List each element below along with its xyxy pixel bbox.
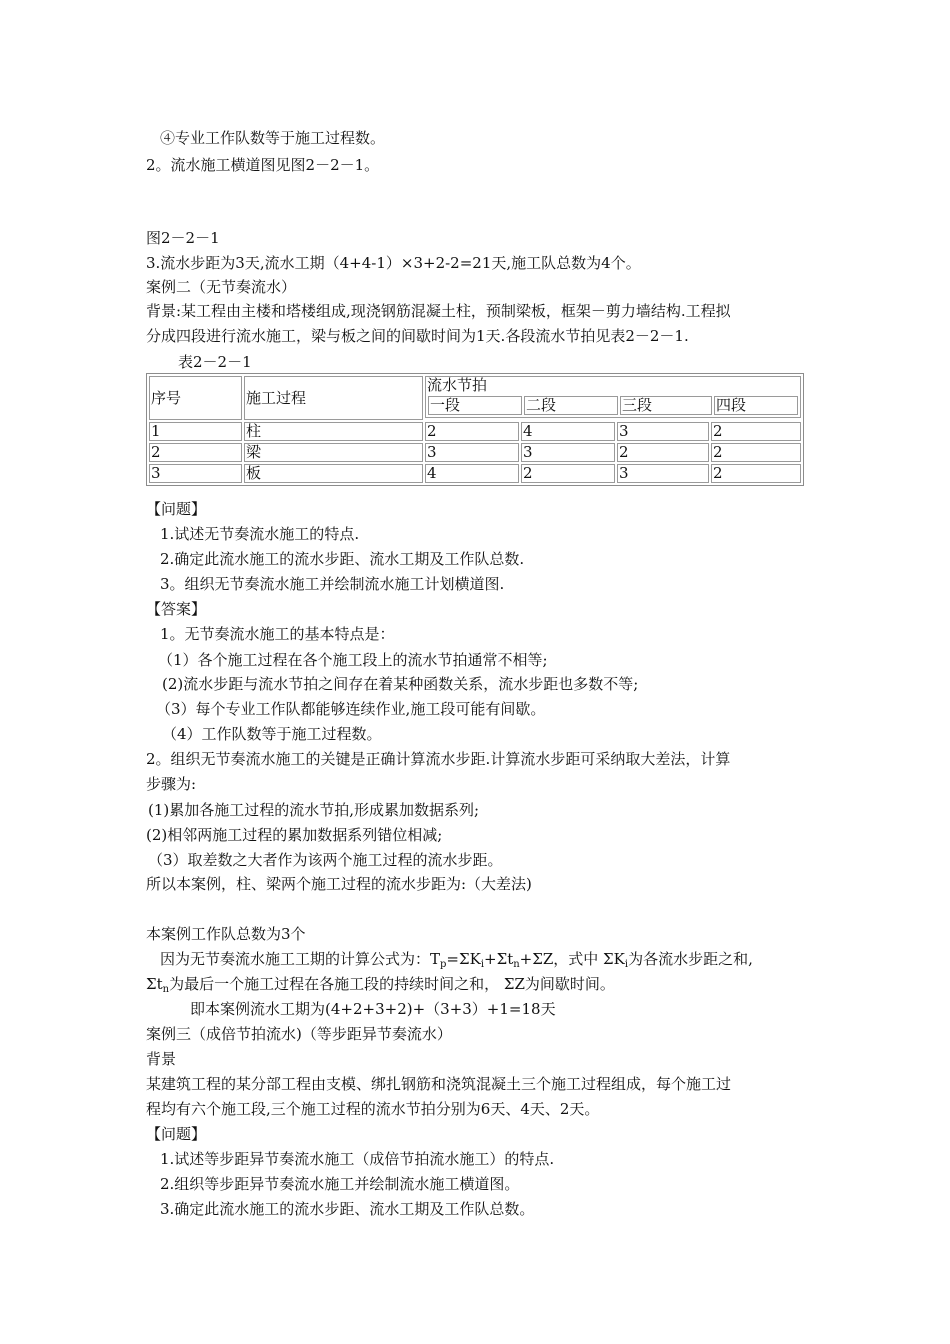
- cell-value: 2: [711, 464, 801, 483]
- question-item: 3.确定此流水施工的流水步距、流水工期及工作队总数。: [160, 1200, 535, 1218]
- table-caption: 表2－2－1: [178, 353, 252, 371]
- formula-text: 为各流水步距之和,: [628, 950, 753, 968]
- segment-label: 三段: [620, 396, 712, 415]
- text-line: (2)相邻两施工过程的累加数据系列错位相减;: [146, 826, 443, 844]
- case-heading: 案例二（无节奏流水）: [146, 278, 297, 296]
- formula-subscript: i: [480, 959, 485, 970]
- section-heading-answers: 【答案】: [146, 600, 207, 618]
- section-heading-questions: 【问题】: [146, 500, 207, 518]
- question-item: 1.试述无节奏流水施工的特点.: [160, 525, 360, 543]
- cell-process: 柱: [244, 422, 423, 441]
- text-line: 背景:某工程由主楼和塔楼组成,现浇钢筋混凝土柱，预制梁板，框架－剪力墙结构.工程拟: [146, 302, 731, 320]
- cell-value: 2: [521, 464, 615, 483]
- text-line: 某建筑工程的某分部工程由支模、绑扎钢筋和浇筑混凝土三个施工过程组成，每个施工过: [146, 1075, 732, 1093]
- formula-text: +Σt: [484, 950, 514, 968]
- question-item: 3。组织无节奏流水施工并绘制流水施工计划横道图.: [160, 575, 505, 593]
- formula-subscript: i: [624, 959, 629, 970]
- text-line: 3.流水步距为3天,流水工期（4+4-1）×3+2-2=21天,施工队总数为4个。: [146, 254, 641, 272]
- cell-process: 板: [244, 464, 423, 483]
- text-line: 分成四段进行流水施工，梁与板之间的间歇时间为1天.各段流水节拍见表2－2－1.: [146, 327, 689, 345]
- question-item: 1.试述等步距异节奏流水施工（成倍节拍流水施工）的特点.: [160, 1150, 555, 1168]
- text-line: 本案例工作队总数为3个: [146, 925, 306, 943]
- answer-item: （3）每个专业工作队都能够连续作业,施工段可能有间歇。: [156, 700, 546, 718]
- cell-value: 3: [425, 443, 519, 462]
- formula-line: [160, 949, 753, 969]
- cell-seq: 1: [149, 422, 242, 441]
- formula-subscript: n: [162, 984, 170, 995]
- text-line: 所以本案例，柱、梁两个施工过程的流水步距为:（大差法): [146, 875, 532, 893]
- text-line: （3）取差数之大者作为该两个施工过程的流水步距。: [148, 851, 503, 869]
- formula-subscript: p: [440, 959, 447, 970]
- table-header-row: [149, 376, 801, 418]
- header-beat: 流水节拍: [427, 376, 488, 394]
- cell-seq: 2: [149, 443, 242, 462]
- text-line: ④专业工作队数等于施工过程数。: [160, 129, 386, 147]
- answer-item: （4）工作队数等于施工过程数。: [162, 725, 382, 743]
- figure-caption: 图2－2－1: [146, 229, 220, 247]
- table-row: [149, 443, 801, 462]
- formula-text: +ΣZ，式中 ΣK: [519, 950, 625, 968]
- formula-line: [146, 974, 615, 994]
- table-row: [149, 422, 801, 441]
- cell-seq: 3: [149, 464, 242, 483]
- cell-value: 2: [425, 422, 519, 441]
- cell-value: 3: [617, 422, 709, 441]
- answer-item: (2)流水步距与流水节拍之间存在着某种函数关系，流水步距也多数不等;: [162, 675, 639, 693]
- text-line: 2。流水施工横道图见图2－2－1。: [146, 156, 380, 174]
- formula-subscript: n: [513, 959, 520, 970]
- segment-header: [426, 394, 800, 417]
- formula-text: Σt: [146, 975, 163, 993]
- text-line: 背景: [146, 1050, 177, 1068]
- header-seq: 序号: [149, 376, 242, 420]
- formula-text: =ΣK: [446, 950, 481, 968]
- answer-item: （1）各个施工过程在各个施工段上的流水节拍通常不相等;: [158, 651, 548, 669]
- cell-value: 4: [425, 464, 519, 483]
- text-line: (1)累加各施工过程的流水节拍,形成累加数据系列;: [148, 801, 480, 819]
- text-line: 即本案例流水工期为(4+2+3+2)+（3+3）+1=18天: [190, 1000, 556, 1018]
- formula-text: 因为无节奏流水施工工期的计算公式为：T: [160, 950, 441, 968]
- text-line: 程均有六个施工段,三个施工过程的流水节拍分别为6天、4天、2天。: [146, 1100, 600, 1118]
- beat-table: [146, 373, 804, 486]
- answer-item: 1。无节奏流水施工的基本特点是：: [160, 625, 395, 643]
- header-beat-group: [425, 376, 801, 418]
- cell-process: 梁: [244, 443, 423, 462]
- formula-text: 为最后一个施工过程在各施工段的持续时间之和， ΣZ为间歇时间。: [169, 975, 615, 993]
- cell-value: 3: [521, 443, 615, 462]
- segment-label: 四段: [714, 396, 798, 415]
- cell-value: 3: [617, 464, 709, 483]
- cell-value: 2: [617, 443, 709, 462]
- text-line: 2。组织无节奏流水施工的关键是正确计算流水步距.计算流水步距可采纳取大差法，计算: [146, 750, 731, 768]
- segment-label: 一段: [428, 396, 522, 415]
- cell-value: 2: [711, 443, 801, 462]
- header-process: 施工过程: [244, 376, 423, 420]
- table-row: [149, 464, 801, 483]
- cell-value: 4: [521, 422, 615, 441]
- question-item: 2.确定此流水施工的流水步距、流水工期及工作队总数.: [160, 550, 525, 568]
- section-heading-questions: 【问题】: [146, 1125, 207, 1143]
- segment-label: 二段: [524, 396, 618, 415]
- cell-value: 2: [711, 422, 801, 441]
- text-line: 步骤为:: [146, 775, 197, 793]
- question-item: 2.组织等步距异节奏流水施工并绘制流水施工横道图。: [160, 1175, 520, 1193]
- case-heading: 案例三（成倍节拍流水)（等步距异节奏流水）: [146, 1025, 452, 1043]
